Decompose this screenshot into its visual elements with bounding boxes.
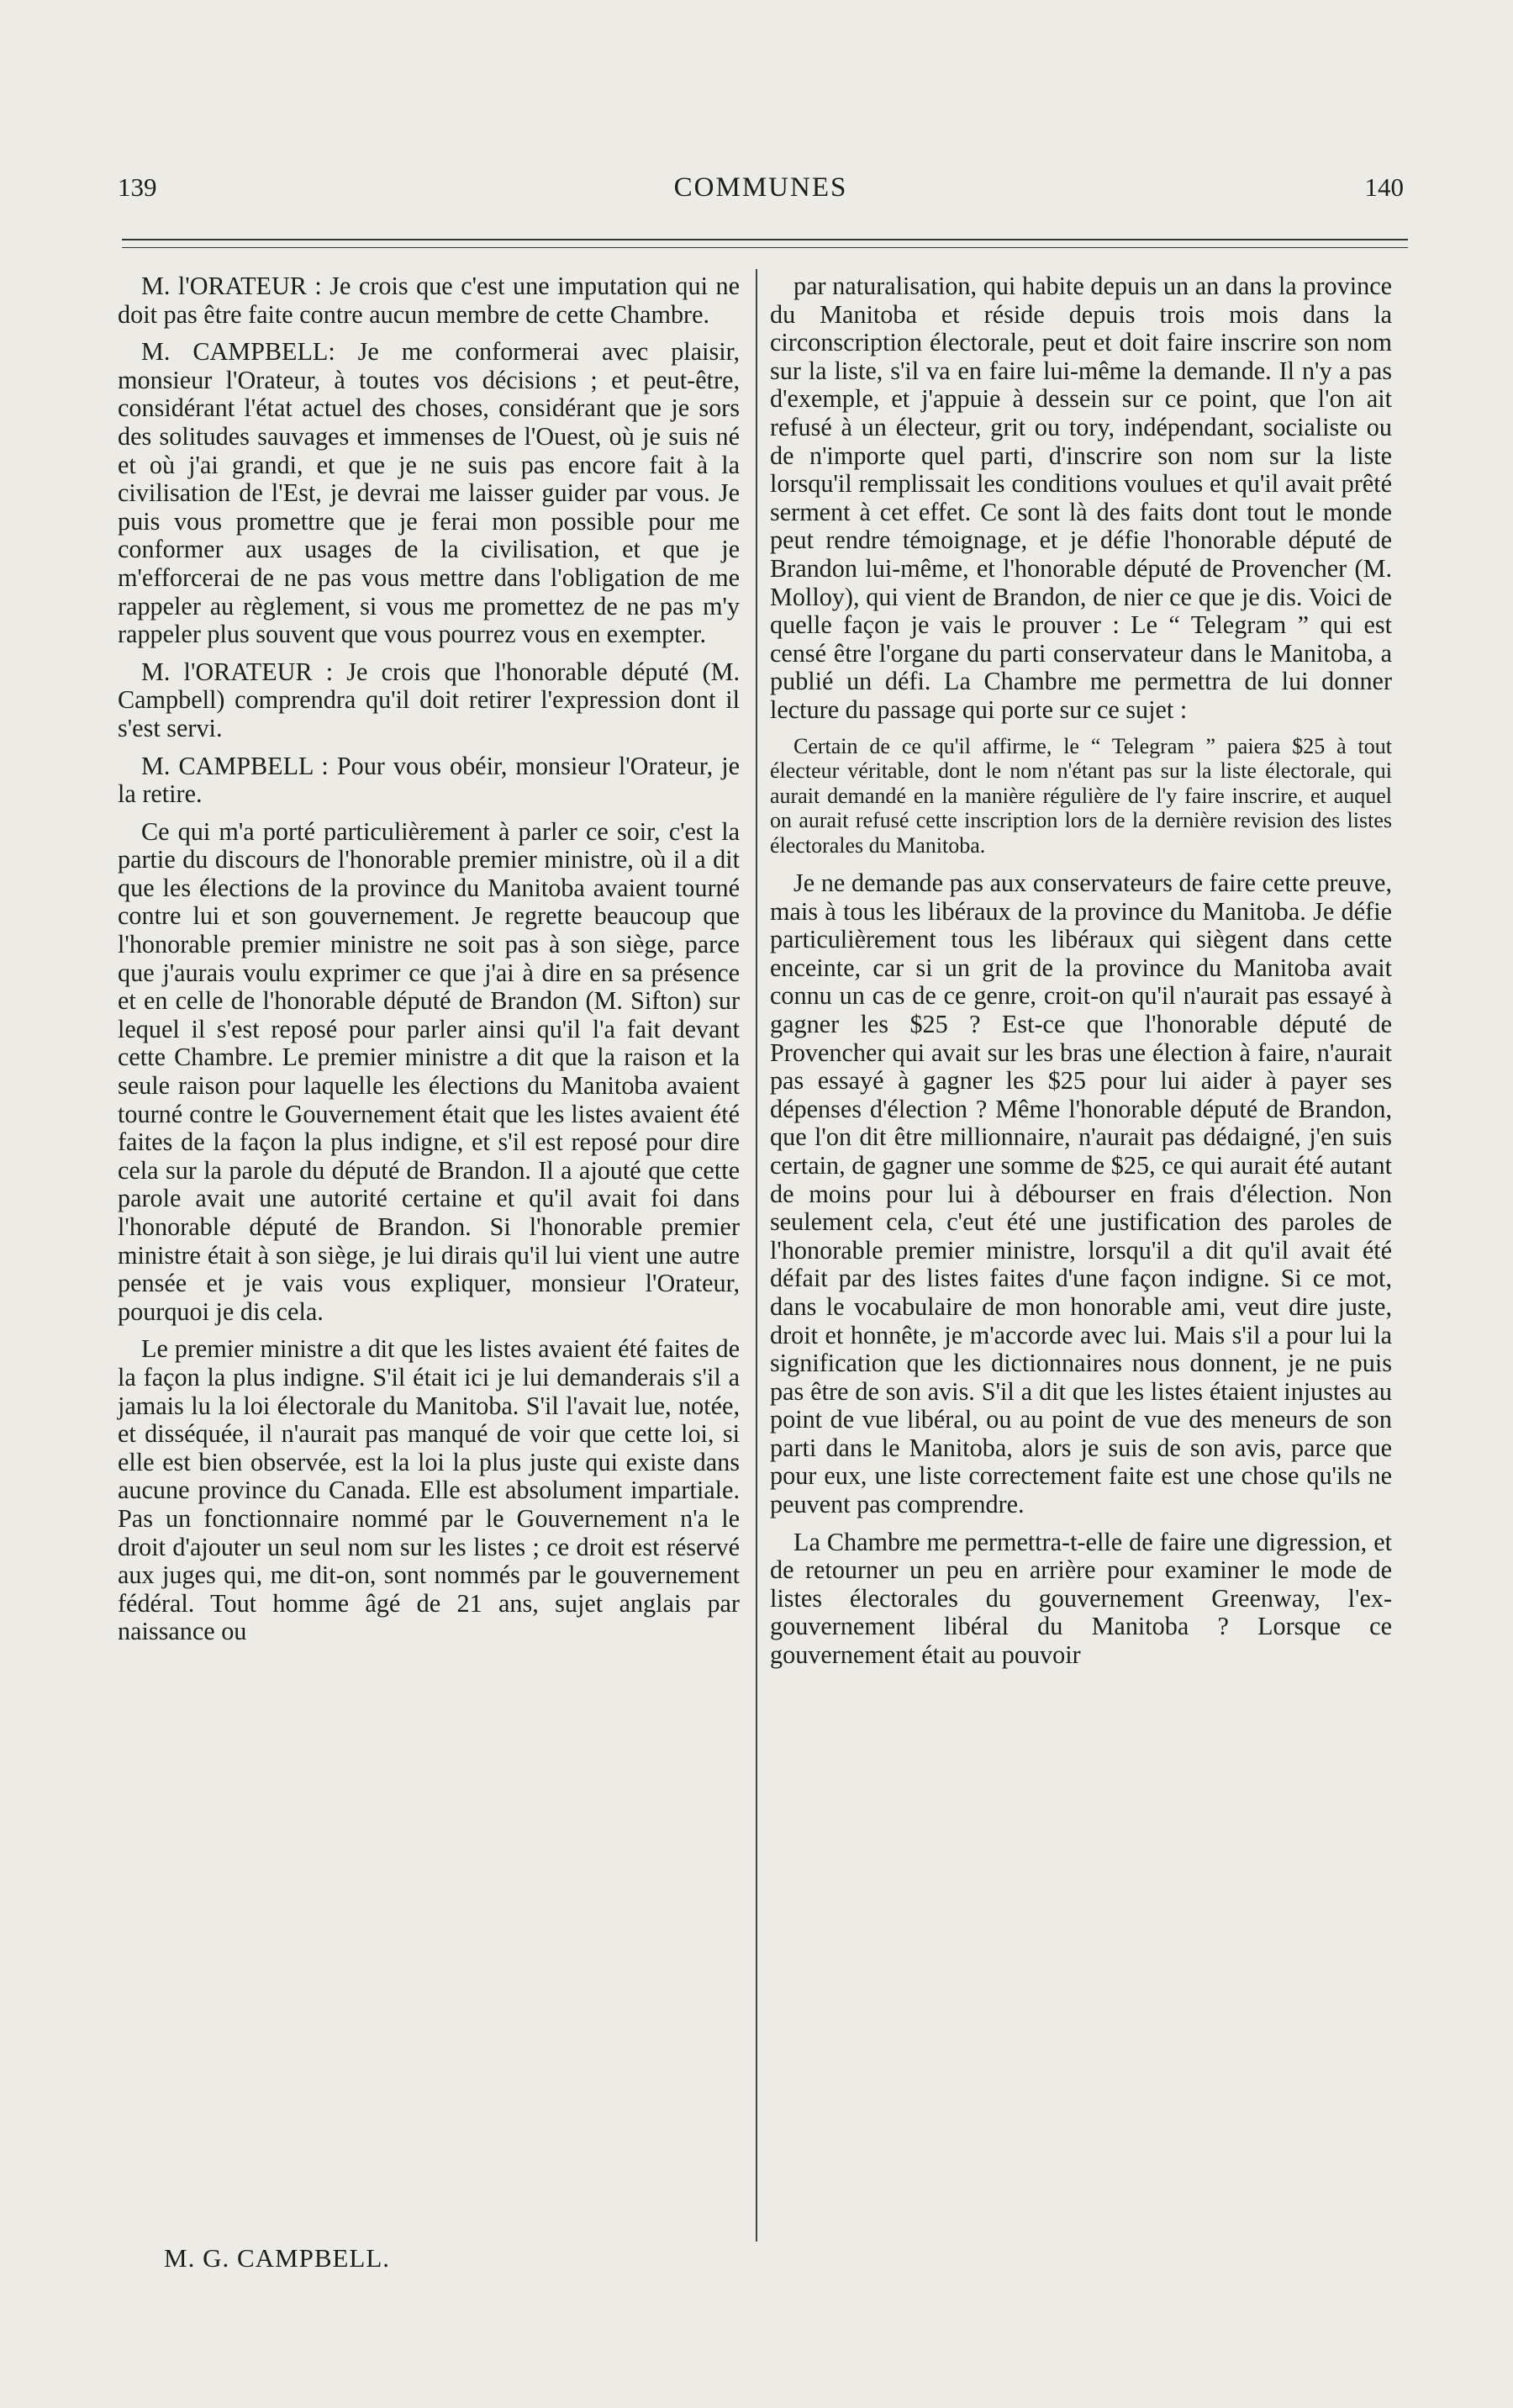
paragraph: La Chambre me permettra-t-elle de faire une digression, et de retourner un peu en arrière pour examiner le mode de listes électorales du gouvernement Greenway, l'ex-gouvernement libéral du Manitoba ? Lorsque ce gouvernement était au pouvoir: [770, 1527, 1392, 1670]
page-number-right: 140: [1364, 172, 1404, 202]
paragraph: Le premier ministre a dit que les listes avaient été faites de la façon la plus indigne. S'il était ici je lui demanderais s'il a jamais lu la loi électorale du Manitoba. S'il l'avait lue, notée, et disséquée, il n'aurait pas manqué de voir que cette loi, si elle est bien observée, est la loi la plus juste qui existe dans aucune province du Canada. Elle est absolument impartiale. Pas un fonctionnaire nommé par le Gouvernement n'a le droit d'ajouter un seul nom sur les listes ; ce droit est réservé aux juges qui, me dit-on, sont nommés par le gouvernement fédéral. Tout homme âgé de 21 ans, sujet anglais par naissance ou: [118, 1334, 740, 1646]
left-column: [118, 272, 740, 1656]
paragraph: M. l'ORATEUR : Je crois que c'est une imputation qui ne doit pas être faite contre aucun membre de cette Chambre.: [118, 272, 740, 329]
header-rule: [122, 239, 1408, 240]
paragraph: M. l'ORATEUR : Je crois que l'honorable député (M. Campbell) comprendra qu'il doit retirer l'expression dont il s'est servi.: [118, 657, 740, 742]
header-rule-thin: [122, 247, 1408, 248]
column-divider: [756, 269, 757, 2242]
paragraph: M. CAMPBELL: Je me conformerai avec plaisir, monsieur l'Orateur, à toutes vos décisions ; et peut-être, considérant l'état actuel des choses, considérant que je sors des solitudes sauvages et immenses de l'Ouest, où je suis né et où j'ai grandi, et que je ne suis pas encore fait à la civilisation de l'Est, je devrai me laisser guider par vous. Je puis vous promettre que je ferai mon possible pour me conformer aux usages de la civilisation, et que je m'efforcerai de ne pas vous mettre dans l'obligation de me rappeler au règlement, si vous me promettez de ne pas m'y rappeler plus souvent que vous pourrez vous en exempter.: [118, 337, 740, 649]
paragraph: M. CAMPBELL : Pour vous obéir, monsieur l'Orateur, je la retire.: [118, 751, 740, 809]
page-number-left: 139: [118, 172, 157, 202]
running-title: COMMUNES: [673, 172, 848, 203]
right-column: [770, 272, 1392, 1679]
paragraph: Ce qui m'a porté particulièrement à parler ce soir, c'est la partie du discours de l'honorable premier ministre, où il a dit que les élections de la province du Manitoba avaient tourné contre lui et son gouvernement. Je regrette beaucoup que l'honorable premier ministre ne soit pas à son siège, parce que j'aurais voulu exprimer ce que j'ai à dire en sa présence et en celle de l'honorable député de Brandon (M. Sifton) sur lequel il s'est reposé pour parler ainsi qu'il l'a fait devant cette Chambre. Le premier ministre a dit que la raison et la seule raison pour laquelle les élections du Manitoba avaient tourné contre le Gouvernement était que les listes avaient été faites de la façon la plus indigne, et s'il est reposé pour dire cela sur la parole du député de Brandon. Il a ajouté que cette parole avait une autorité certaine et qu'il avait foi dans l'honorable député de Brandon. Si l'honorable premier ministre était à son siège, je lui dirais qu'il lui vient une autre pensée et je vais vous expliquer, monsieur l'Orateur, pourquoi je dis cela.: [118, 816, 740, 1326]
paragraph: par naturalisation, qui habite depuis un an dans la province du Manitoba et réside depuis trois mois dans la circonscription électorale, peut et doit faire inscrire son nom sur la liste, s'il va en faire lui-même la demande. Il n'y a pas d'exemple, et j'appuie à dessein sur ce point, que l'on ait refusé à un électeur, grit ou tory, indépendant, socialiste ou de n'importe quel parti, d'inscrire son nom sur la liste lorsqu'il remplissait les conditions voulues et qu'il avait prêté serment à cet effet. Ce sont là des faits dont tout le monde peut rendre témoignage, et je défie l'honorable député de Brandon lui-même, et l'honorable député de Provencher (M. Molloy), qui vient de Brandon, de nier ce que je dis. Voici de quelle façon je vais le prouver : Le “ Telegram ” qui est censé être l'organe du parti conservateur dans le Manitoba, a publié un défi. La Chambre me permettra de lui donner lecture du passage qui porte sur ce sujet :: [770, 272, 1392, 724]
footer-speaker: M. G. CAMPBELL.: [164, 2243, 391, 2273]
paragraph: Je ne demande pas aux conservateurs de faire cette preuve, mais à tous les libéraux de la province du Manitoba. Je défie particulièrement tous les libéraux qui siègent dans cette enceinte, car si un grit de la province du Manitoba avait connu un cas de ce genre, croit-on qu'il n'aurait pas essayé à gagner les $25 ? Est-ce que l'honorable député de Provencher qui avait sur les bras une élection à faire, n'aurait pas essayé à gagner les $25 pour lui aider à payer ses dépenses d'élection ? Même l'honorable député de Brandon, que l'on dit être millionnaire, n'aurait pas dédaigné, j'en suis certain, de gagner une somme de $25, ce qui aurait été autant de moins pour lui à débourser en frais d'élection. Non seulement cela, c'eut été une justification des paroles de l'honorable premier ministre, lorsqu'il a dit qu'il avait été défait par des listes faites d'une façon indigne. Si ce mot, dans le vocabulaire de mon honorable ami, veut dire juste, droit et honnête, je m'accorde avec lui. Mais s'il a pour lui la signification que les dictionnaires nous donnent, je ne puis pas être de son avis. S'il a dit que les listes étaient injustes au point de vue libéral, ou au point de vue des meneurs de son parti dans le Manitoba, alors je suis de son avis, parce que pour eux, une liste correctement faite est une chose qu'ils ne peuvent pas comprendre.: [770, 869, 1392, 1519]
page-header: [118, 172, 1404, 214]
quoted-passage: Certain de ce qu'il affirme, le “ Telegram ” paiera $25 à tout électeur véritable, dont le nom n'étant pas sur la liste électorale, qui aurait demandé en la manière régulière de l'y faire inscrire, et auquel on aurait refusé cette inscription lors de la dernière revision des listes électorales du Manitoba.: [770, 733, 1392, 858]
